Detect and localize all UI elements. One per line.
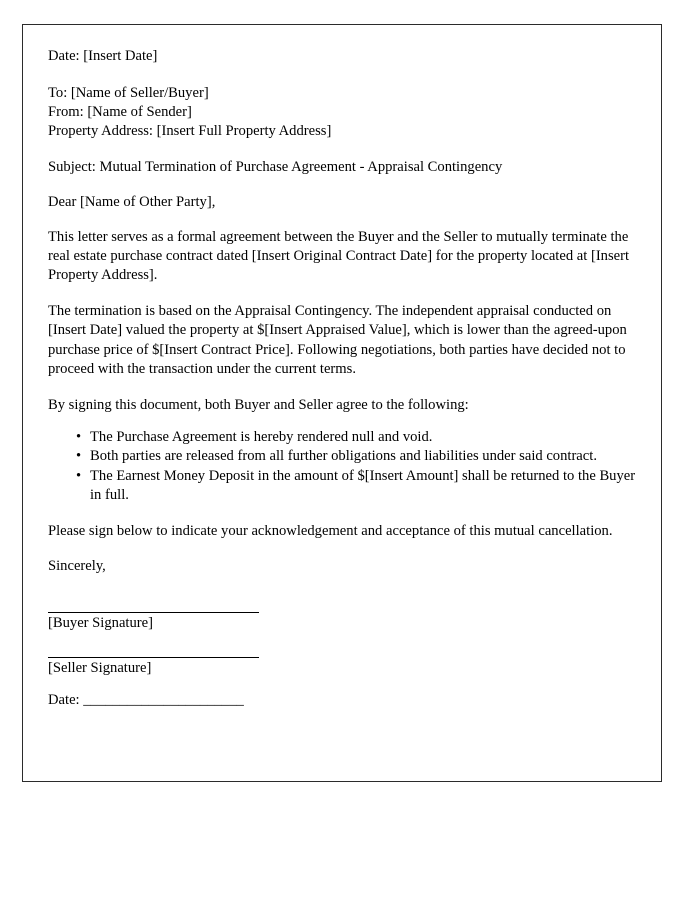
spacer <box>48 380 643 396</box>
paragraph-closing: Please sign below to indicate your acknowledgement and acceptance of this mutual cancellation. <box>48 522 613 539</box>
spacer <box>48 66 643 84</box>
spacer <box>48 415 643 428</box>
document-body <box>48 47 643 710</box>
spacer <box>48 541 643 557</box>
list-item-text: Both parties are released from all further obligations and liabilities under said contract. <box>90 448 597 465</box>
seller-signature-block <box>48 657 643 678</box>
salutation: Dear [Name of Other Party], <box>48 193 216 210</box>
subject-line: Subject: Mutual Termination of Purchase Agreement - Appraisal Contingency <box>48 158 503 175</box>
bullet-icon: • <box>76 448 82 465</box>
address-block <box>48 84 643 142</box>
letter-date: Date: [Insert Date] <box>48 48 158 64</box>
list-item-text: The Earnest Money Deposit in the amount of $[Insert Amount] shall be returned to the Buyer in full. <box>90 467 636 504</box>
spacer <box>48 506 643 522</box>
terms-list <box>48 428 643 506</box>
list-item <box>76 467 643 506</box>
list-item-text: The Purchase Agreement is hereby rendered null and void. <box>90 428 433 445</box>
sign-off: Sincerely, <box>48 557 106 574</box>
document-page <box>22 24 662 782</box>
list-item <box>76 428 643 447</box>
seller-signature-label: [Seller Signature] <box>48 659 152 676</box>
spacer <box>48 286 643 302</box>
spacer <box>48 576 643 612</box>
spacer <box>48 212 643 228</box>
paragraph-agreement-intro: By signing this document, both Buyer and Seller agree to the following: <box>48 396 469 413</box>
buyer-signature-line[interactable] <box>48 612 259 613</box>
buyer-signature-block <box>48 612 643 633</box>
paragraph-termination-intro: This letter serves as a formal agreement between the Buyer and the Seller to mutually terminate the real estate purchase contract dated [Insert Original Contract Date] for the property located at [Insert Property Address]. <box>48 228 630 284</box>
bullet-icon: • <box>76 428 82 445</box>
spacer <box>48 142 643 158</box>
spacer <box>48 678 643 691</box>
recipient-to: To: [Name of Seller/Buyer] <box>48 84 209 101</box>
recipient-from: From: [Name of Sender] <box>48 104 192 121</box>
spacer <box>48 177 643 193</box>
recipient-property-address: Property Address: [Insert Full Property Address] <box>48 123 332 140</box>
signature-date-field[interactable]: Date: ______________________ <box>48 691 244 708</box>
bullet-icon: • <box>76 467 82 484</box>
buyer-signature-label: [Buyer Signature] <box>48 614 153 631</box>
paragraph-appraisal-contingency: The termination is based on the Appraisal Contingency. The independent appraisal conducted on [Insert Date] valued the property at $[Insert Appraised Value], which is lower than the agreed-upon purchase price of $[Insert Contract Price]. Following negotiations, both parties have decided not to proceed with the transaction under the current terms. <box>48 302 627 378</box>
seller-signature-line[interactable] <box>48 657 259 658</box>
list-item <box>76 447 643 466</box>
spacer <box>48 633 643 657</box>
